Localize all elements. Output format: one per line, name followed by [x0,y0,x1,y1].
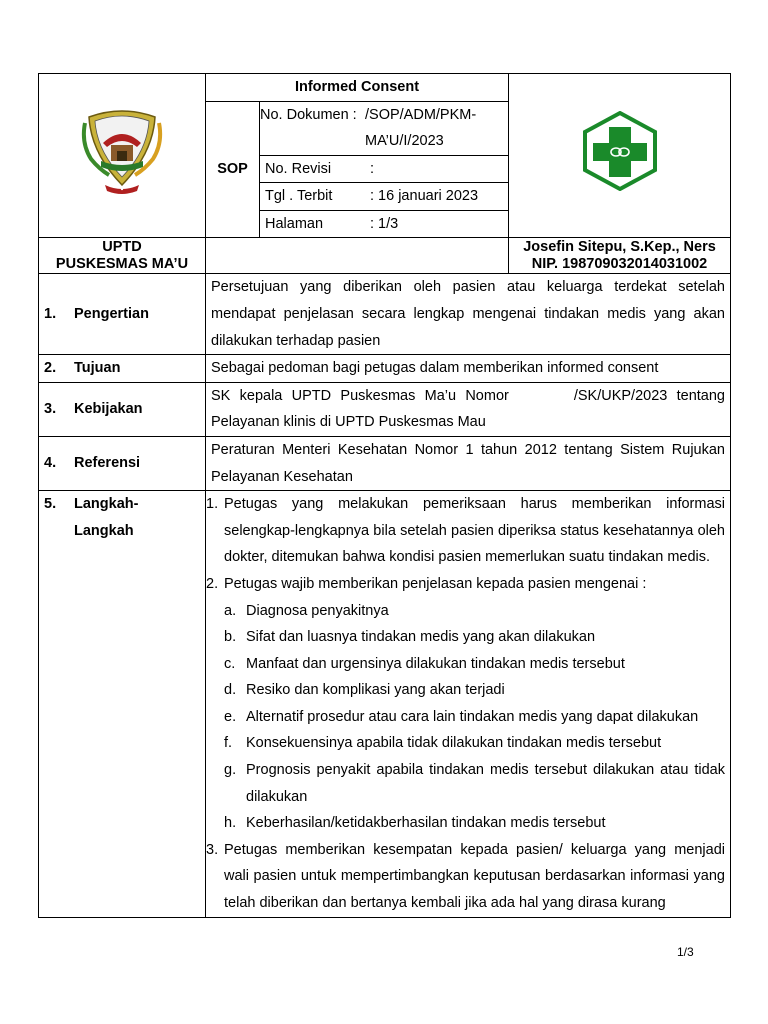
halaman-label: Halaman [265,215,324,232]
list-item: 3. Petugas memberikan kesempatan kepada pasien/ keluarga yang menjadi wali pasien untuk mempertimbangkan keputusan berdasarkan informasi yang telah diberikan dan bertanya kembali jika ada hal yang dirasa kurang [206,841,725,912]
left-logo-cell [39,74,206,238]
list-item: 1. Petugas yang melakukan pemeriksaan harus memberikan informasi selengkap-lengkapnya bila setelah pasien diperiksa status kesehatannya oleh dokter, ditemukan bahwa kondisi pasien memerlukan suatu tindakan medis. [206,496,725,566]
org-line2: PUSKESMAS MA’U [55,255,189,272]
list-item: 2. Petugas wajib memberikan penjelasan kepada pasien mengenai : [206,575,647,592]
list-item: d. Resiko dan komplikasi yang akan terjadi [224,682,505,699]
section-label-tujuan: 2. Tujuan [39,355,206,383]
section-text-pengertian: Persetujuan yang diberikan oleh pasien atau keluarga terdekat setelah mendapat penjelasan secara lengkap mengenai tindakan medis yang akan dilakukan terhadap pasien [206,274,731,355]
halaman-row [260,210,509,238]
tgl-terbit-label: Tgl . Terbit [265,188,333,205]
list-item: c. Manfaat dan urgensinya dilakukan tindakan medis tersebut [224,655,625,672]
sop-table [38,73,731,918]
steps-list [206,491,725,597]
org-line1: UPTD [102,238,142,255]
sub-items-list [206,598,725,837]
section-text-langkah [206,491,731,918]
section-text-referensi: Peraturan Menteri Kesehatan Nomor 1 tahun 2012 tentang Sistem Rujukan Pelayanan Kesehatan [206,436,731,490]
no-dokumen-label: No. Dokumen : [260,106,357,123]
no-dokumen-row [260,101,509,155]
right-logo-cell [509,74,731,238]
no-revisi-value: : [370,160,375,177]
signer-nip: NIP. 198709032014031002 [531,255,708,272]
regional-emblem-icon [81,103,163,199]
section-label-referensi: 4. Referensi [39,436,206,490]
signer-name: Josefin Sitepu, S.Kep., Ners [523,238,716,255]
signature-space [206,238,509,274]
tgl-terbit-value: : 16 januari 2023 [370,188,479,205]
no-dokumen-value: /SOP/ADM/PKM-MA’U/I/2023 [365,106,477,150]
section-label-langkah: 5. Langkah- Langkah [39,491,206,918]
no-revisi-label: No. Revisi [265,160,332,177]
list-item: e. Alternatif prosedur atau cara lain tindakan medis yang dapat dilakukan [224,708,699,725]
list-item: b. Sifat dan luasnya tindakan medis yang akan dilakukan [224,629,596,646]
section-label-pengertian: 1. Pengertian [39,274,206,355]
page-number: 1/3 [677,945,694,959]
org-name [39,238,206,274]
section-label-kebijakan: 3. Kebijakan [39,382,206,436]
list-item: f. Konsekuensinya apabila tidak dilakukan tindakan medis tersebut [224,735,662,752]
list-item: g. Prognosis penyakit apabila tindakan medis tersebut dilakukan atau tidak dilakukan [224,762,725,805]
signer-block [509,238,731,274]
list-item: a. Diagnosa penyakitnya [224,602,389,619]
puskesmas-logo-icon [581,111,659,191]
tgl-terbit-row [260,183,509,211]
no-revisi-row [260,155,509,183]
section-text-tujuan: Sebagai pedoman bagi petugas dalam memberikan informed consent [206,355,731,383]
sop-label: SOP [206,101,260,238]
section-text-kebijakan: SK kepala UPTD Puskesmas Ma’u Nomor /SK/UKP/2023 tentang Pelayanan klinis di UPTD Puskesmas Mau [206,382,731,436]
halaman-value: : 1/3 [370,215,399,232]
list-item: h. Keberhasilan/ketidakberhasilan tindakan medis tersebut [224,815,606,832]
document-title: Informed Consent [206,74,509,102]
steps-list-continued [206,837,725,917]
